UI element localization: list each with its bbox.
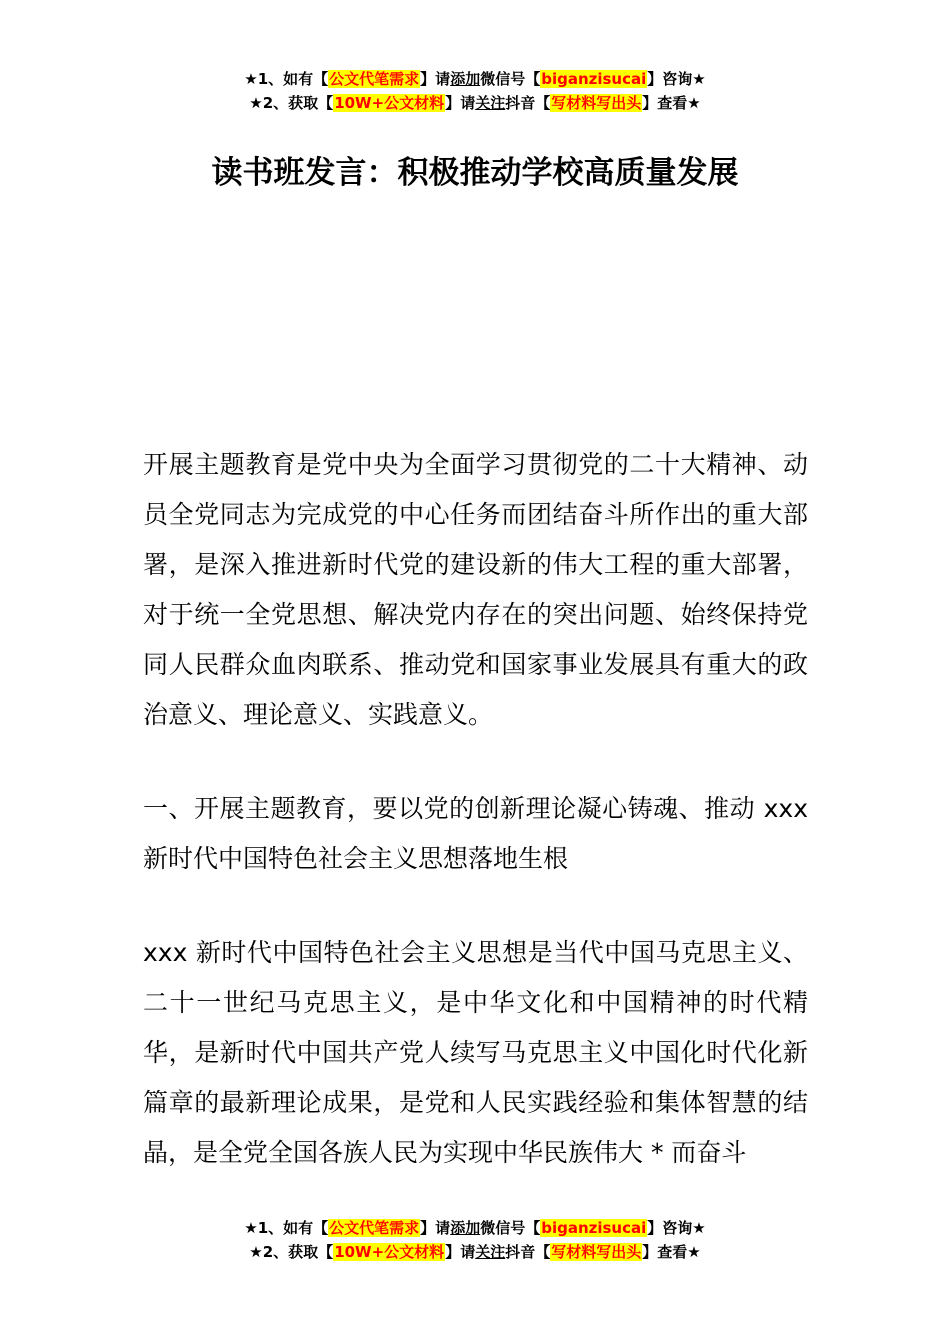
banner-text: 抖音【 <box>505 1243 551 1261</box>
banner-text: 】请 <box>445 94 476 112</box>
banner-underlined-text: 添加 <box>450 1219 481 1237</box>
banner-line-2 <box>0 91 950 115</box>
banner-text: ★2、获取【 <box>249 94 334 112</box>
banner-underlined-text: 关注 <box>475 94 506 112</box>
banner-text: 微信号【 <box>480 70 541 88</box>
banner-text: 】请 <box>420 70 451 88</box>
paragraph-body: xxx 新时代中国特色社会主义思想是当代中国马克思主义、二十一世纪马克思主义，是中华文化和中国精神的时代精华，是新时代中国共产党人续写马克思主义中国化时代化新篇章的最新理论成果，是党和人民实践经验和集体智慧的结晶，是全党全国各族人民为实现中华民族伟大 * 而奋斗 <box>143 938 808 1167</box>
paragraph-gap <box>143 740 808 784</box>
banner-text: ★1、如有【 <box>244 70 329 88</box>
banner-highlight: 10W+公文材料 <box>334 1243 445 1261</box>
banner-text: ★1、如有【 <box>244 1219 329 1237</box>
banner-text: 】请 <box>445 1243 476 1261</box>
banner-highlight: biganzisucai <box>541 70 647 88</box>
banner-highlight: 写材料写出头 <box>551 1243 642 1261</box>
banner-text: 】咨询★ <box>647 70 706 88</box>
banner-text: ★2、获取【 <box>249 1243 334 1261</box>
banner-line-1 <box>0 1216 950 1240</box>
banner-text: 】请 <box>420 1219 451 1237</box>
banner-highlight: 写材料写出头 <box>551 94 642 112</box>
banner-highlight: 10W+公文材料 <box>334 94 445 112</box>
document-body <box>143 440 808 1178</box>
banner-text: 】查看★ <box>642 94 701 112</box>
footer-banner <box>0 1216 950 1264</box>
banner-text: 】咨询★ <box>647 1219 706 1237</box>
banner-highlight: biganzisucai <box>541 1219 647 1237</box>
banner-highlight: 公文代笔需求 <box>329 1219 420 1237</box>
banner-text: 抖音【 <box>505 94 551 112</box>
banner-text: 微信号【 <box>480 1219 541 1237</box>
banner-line-2 <box>0 1240 950 1264</box>
banner-text: 】查看★ <box>642 1243 701 1261</box>
paragraph-intro: 开展主题教育是党中央为全面学习贯彻党的二十大精神、动员全党同志为完成党的中心任务而团结奋斗所作出的重大部署，是深入推进新时代党的建设新的伟大工程的重大部署，对于统一全党思想、解决党内存在的突出问题、始终保持党同人民群众血肉联系、推动党和国家事业发展具有重大的政治意义、理论意义、实践意义。 <box>143 450 808 729</box>
document-title: 读书班发言：积极推动学校高质量发展 <box>211 155 739 191</box>
banner-underlined-text: 添加 <box>450 70 481 88</box>
banner-line-1 <box>0 67 950 91</box>
section-heading: 一、开展主题教育，要以党的创新理论凝心铸魂、推动 xxx 新时代中国特色社会主义思想落地生根 <box>143 794 808 873</box>
banner-highlight: 公文代笔需求 <box>329 70 420 88</box>
paragraph-gap <box>143 884 808 928</box>
banner-underlined-text: 关注 <box>475 1243 506 1261</box>
header-banner <box>0 67 950 115</box>
